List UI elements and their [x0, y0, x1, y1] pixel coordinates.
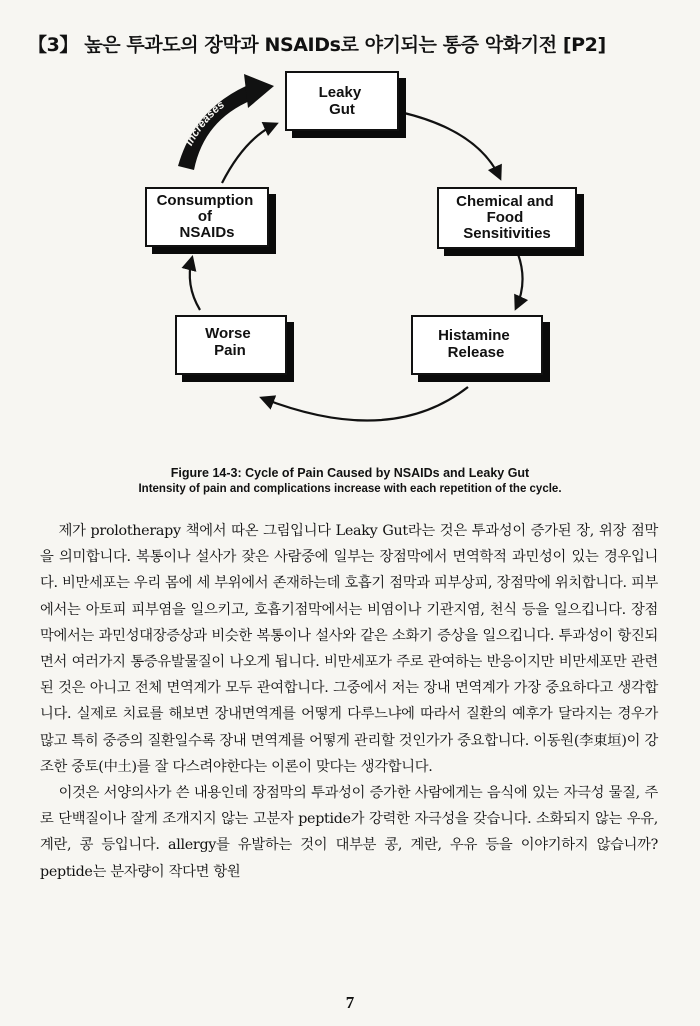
figure-caption-subtitle: Intensity of pain and complications increase with each repetition of the cycle. — [138, 483, 562, 495]
arrow-chemical-to-histamine — [516, 254, 523, 308]
arrow-worsepain-to-nsaids — [190, 258, 200, 310]
svg-text:Leaky Gut: Leaky Gut — [318, 84, 362, 118]
page-number: 7 — [345, 993, 355, 1012]
page-heading: 【3】 높은 투과도의 장막과 NSAIDs로 야기되는 통증 악화기전 [P2] — [28, 34, 606, 56]
body-paragraph-1: 제가 prolotherapy 책에서 따온 그림입니다 Leaky Gut라는 것은 투과성이 증가된 장, 위장 점막을 의미합니다. 복통이나 설사가 잦은 사람중에 일부는 장점막에서 면역학적 과민성이 있는 경우입니다. 비만세포는 우리 몸에 세 부위에서 존재하는데 호흡기 점막과 피부상피, 장점막에 위치합니다. 피부에서는 아토피 피부염을 일으키고, 호흡기점막에서는 비염이나 기관지염, 천식 등을 일으킵니다. 장점막에서는 과민성대장증상과 비슷한 복통이나 설사와 같은 소화기 증상을 일으킵니다. 투과성이 항진되면서 여러가지 통증유발물질이 나오게 됩니다. 비만세포가 주로 관여하는 반응이지만 비만세포만 관련된 것은 아니고 전체 면역계가 모두 관여합니다. 그중에서 저는 장내 면역계가 가장 중요하다고 생각합니다. 실제로 치료를 해보면 장내면역계를 어떻게 다루느냐에 따라서 질환의 예후가 달라지는 경우가 많고 특히 중증의 질환일수록 장내 면역계를 어떻게 관리할 것인가가 중요합니다. 이동원(李東垣)이 강조한 중토(中土)를 잘 다스려야한다는 이론이 맞다는 생각합니다. — [40, 523, 658, 775]
increases-label: Increases — [183, 98, 228, 148]
body-paragraph-2: 이것은 서양의사가 쓴 내용인데 장점막의 투과성이 증가한 사람에게는 음식에 있는 자극성 물질, 주로 단백질이나 잘게 조개지지 않는 고분자 peptide가 강력한 자극성을 갖습니다. 소화되지 않는 우유, 계란, 콩 등입니다. allergy를 유발하는 것이 대부분 콩, 계란, 우유 등을 이야기하지 않습니까? peptide는 분자량이 작다면 항원 — [40, 785, 658, 880]
svg-text:Chemical and Food: Chemical and Food Sensitivities — [456, 193, 554, 242]
arrow-histamine-to-worsepain — [262, 387, 468, 421]
increases-arrow — [178, 74, 274, 170]
node-leaky-gut — [286, 72, 406, 138]
node-worse-pain — [176, 316, 294, 382]
svg-text:Consumption of NSA: Consumption of NSAIDs — [156, 192, 254, 241]
svg-text:Worse Pain: Worse Pain — [205, 325, 251, 359]
node-consumption-of-nsaids — [146, 188, 276, 254]
arrow-nsaids-to-leakygut — [222, 124, 276, 183]
node-histamine-release — [412, 316, 550, 382]
arrow-leakygut-to-chemical — [400, 112, 500, 178]
pain-cycle-diagram — [0, 60, 700, 460]
node-chemical-food-sensitivities — [438, 188, 584, 256]
body-text — [40, 518, 658, 885]
svg-text:Histamine Release: Histamine Release — [438, 327, 510, 361]
figure-caption-title: Figure 14-3: Cycle of Pain Caused by NSAIDs and Leaky Gut — [170, 466, 530, 480]
